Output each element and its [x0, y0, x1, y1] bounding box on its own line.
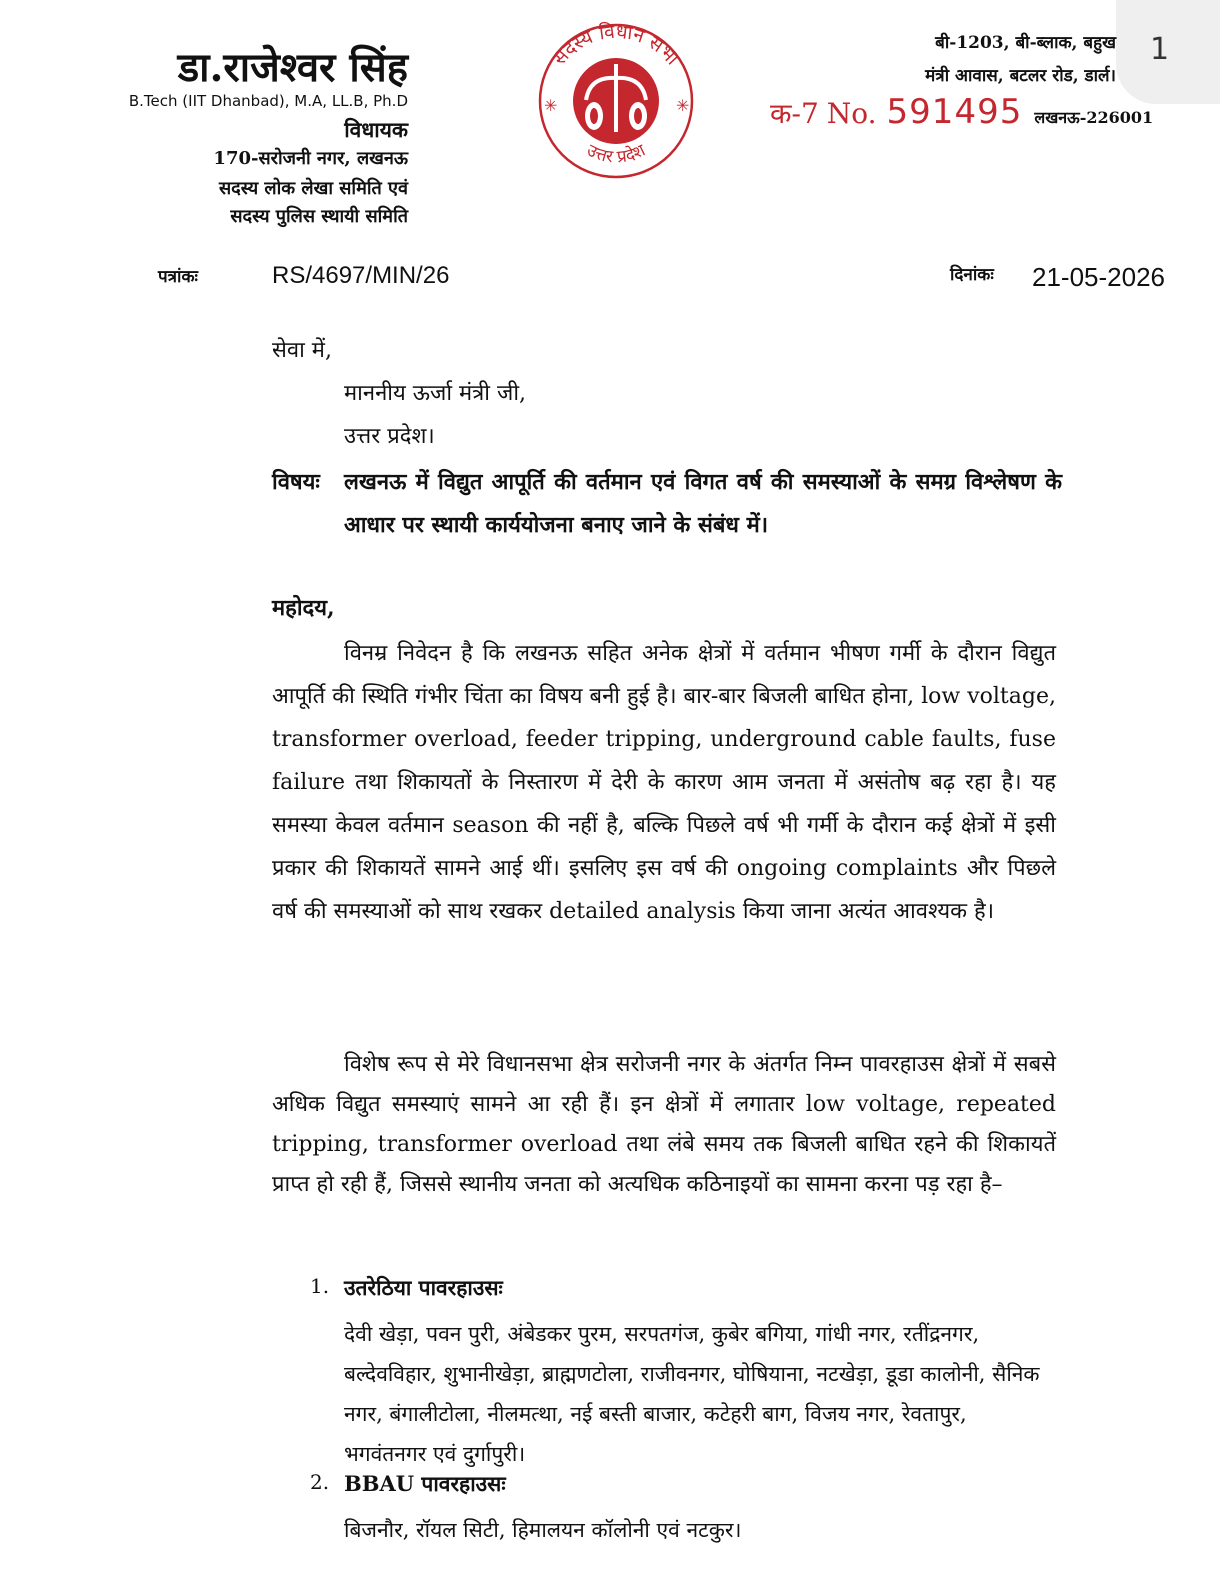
svg-text:उत्तर प्रदेश: [583, 140, 649, 167]
seal-bottom-text: उत्तर प्रदेश: [583, 140, 649, 168]
address-city: लखनऊ-226001: [1034, 108, 1154, 127]
sender-name: डा.राजेश्वर सिंह: [177, 44, 408, 91]
reference-number: RS/4697/MIN/26: [272, 262, 450, 289]
body-paragraph-2: विशेष रूप से मेरे विधानसभा क्षेत्र सरोजनी नगर के अंतर्गत निम्न पावरहाउस क्षेत्रों में सबसे अधिक विद्युत समस्याएं सामने आ रही हैं। इन क्षेत्रों में लगातार low voltage, repeated tripping, transformer overload तथा लंबे समय तक बिजली बाधित रहने की शिकायतें प्राप्त हो रही हैं, जिससे स्थानीय जनता को अत्यधिक कठिनाइयों का सामना करना पड़ रहा है–: [272, 1052, 1056, 1197]
sender-designation: विधायक: [344, 117, 408, 142]
list-number: 2.: [310, 1470, 330, 1494]
page-number: 1: [1150, 32, 1170, 67]
address-line-1: बी-1203, बी-ब्लाक, बहुख: [935, 33, 1116, 53]
powerhouse-areas: बिजनौर, रॉयल सिटी, हिमालयन कॉलोनी एवं नटकुर।: [344, 1518, 742, 1542]
sender-role-1: सदस्य लोक लेखा समिति एवं: [219, 178, 408, 199]
serial-no-label: No.: [826, 97, 877, 130]
sender-constituency: 170-सरोजनी नगर, लखनऊ: [213, 148, 408, 169]
salutation: महोदय,: [272, 595, 335, 621]
seal-star-left-icon: ✳: [544, 96, 558, 115]
powerhouse-title: उतरेठिया पावरहाउसः: [344, 1275, 503, 1300]
recipient-line-0: सेवा में,: [272, 338, 332, 363]
seal-star-right-icon: ✳: [676, 96, 690, 115]
seal-top-text: सदस्य विधान सभा: [548, 20, 684, 70]
subject-label: विषयः: [272, 469, 320, 495]
powerhouse-title: BBAU पावरहाउसः: [344, 1471, 506, 1496]
date-label: दिनांकः: [950, 265, 994, 285]
sender-role-2: सदस्य पुलिस स्थायी समिति: [230, 206, 408, 227]
serial-line: [770, 92, 1153, 132]
subject-block: [272, 461, 1062, 547]
serial-number: 591495: [886, 92, 1023, 132]
recipient-line-2: उत्तर प्रदेश।: [344, 424, 435, 449]
serial-prefix: क-7: [770, 97, 819, 130]
address-line-2: मंत्री आवास, बटलर रोड, डार्ल।: [925, 66, 1116, 86]
list-number: 1.: [310, 1274, 330, 1298]
recipient-line-1: माननीय ऊर्जा मंत्री जी,: [344, 381, 527, 406]
powerhouse-areas: देवी खेड़ा, पवन पुरी, अंबेडकर पुरम, सरपतगंज, कुबेर बगिया, गांधी नगर, रतींद्रनगर, बल्देवविहार, शुभानीखेड़ा, ब्राह्मणटोला, राजीवनगर, घोषियाना, नटखेड़ा, डूडा कालोनी, सैनिक नगर, बंगालीटोला, नीलमत्था, नई बस्ती बाजार, कटेहरी बाग, विजय नगर, रेवतापुर, भगवंतनगर एवं दुर्गापुरी।: [344, 1322, 1040, 1466]
body-paragraph-1: विनम्र निवेदन है कि लखनऊ सहित अनेक क्षेत्रों में वर्तमान भीषण गर्मी के दौरान विद्युत आपूर्ति की स्थिति गंभीर चिंता का विषय बनी हुई है। बार-बार बिजली बाधित होना, low voltage, transformer overload, feeder tripping, underground cable faults, fuse failure तथा शिकायतों के निस्तारण में देरी के कारण आम जनता में असंतोष बढ़ रहा है। यह समस्या केवल वर्तमान season की नहीं है, बल्कि पिछले वर्ष भी गर्मी के दौरान कई क्षेत्रों में इसी प्रकार की शिकायतें सामने आई थीं। इसलिए इस वर्ष की ongoing complaints और पिछले वर्ष की समस्याओं को साथ रखकर detailed analysis किया जाना अत्यंत आवश्यक है।: [272, 641, 1056, 924]
reference-label: पत्रांकः: [158, 267, 198, 287]
letter-date: 21-05-2026: [1032, 262, 1165, 292]
sender-degrees: B.Tech (IIT Dhanbad), M.A, LL.B, Ph.D: [128, 92, 408, 110]
vidhan-sabha-seal: [520, 20, 712, 182]
subject-text: लखनऊ में विद्युत आपूर्ति की वर्तमान एवं विगत वर्ष की समस्याओं के समग्र विश्लेषण के आधार पर स्थायी कार्ययोजना बनाए जाने के संबंध में।: [344, 469, 1062, 538]
